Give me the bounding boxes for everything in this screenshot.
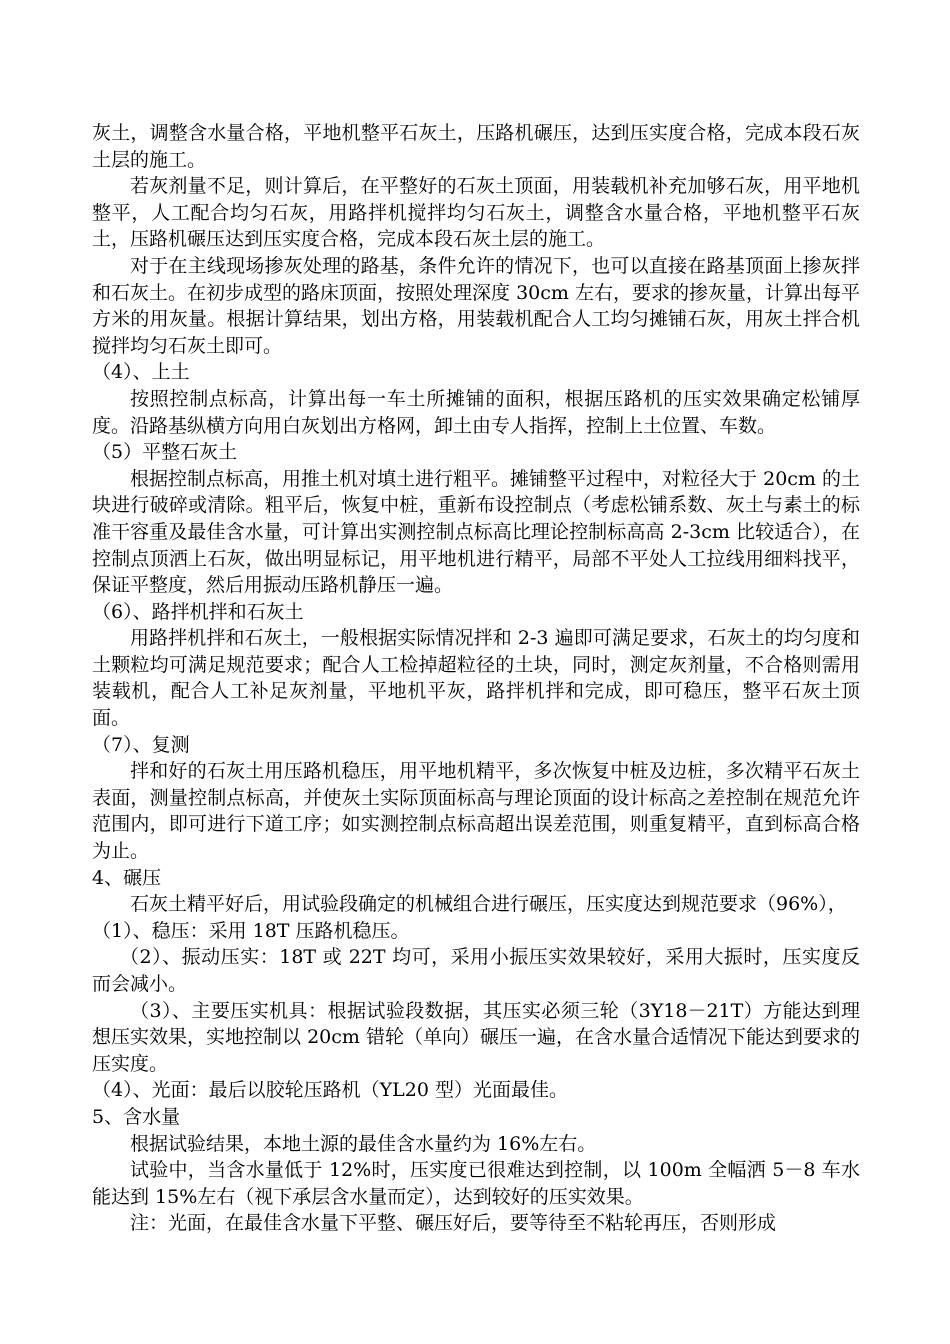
paragraph-leveling: 根据控制点标高，用推土机对填土进行粗平。摊铺整平过程中，对粒径大于 20cm 的土块进行破碎或清除。粗平后，恢复中桩，重新布设控制点（考虑松铺系数、灰土与素土的标准干容重及最佳含水量，可计算出实测控制点标高比理论控制标高高 2-3cm 比较适合），在控制点顶洒上石灰，做出明显标记，用平地机进行精平，局部不平处人工拉线用细料找平，保证平整度，然后用振动压路机静压一遍。	[92, 467, 860, 597]
section-heading-leveling: （5）平整石灰土	[92, 441, 238, 464]
paragraph-note: 注：光面，在最佳含水量下平整、碾压好后，要等待至不粘轮再压，否则形成	[130, 1212, 777, 1235]
paragraph-resurvey: 拌和好的石灰土用压路机稳压，用平地机精平，多次恢复中桩及边桩，多次精平石灰土表面，测量控制点标高，并使灰土实际顶面标高与理论顶面的设计标高之差控制在规范允许范围内，即可进行下道工序；如实测控制点标高超出误差范围，则重复精平，直到标高合格为止。	[92, 760, 860, 863]
section-heading-resurvey: （7）、复测	[92, 733, 190, 756]
section-heading-road-mixing: （6）、路拌机拌和石灰土	[92, 600, 304, 623]
section-heading-soil-loading: （4）、上土	[92, 361, 190, 384]
section-heading-moisture: 5、含水量	[92, 1105, 181, 1128]
list-item-main-equipment: （3）、主要压实机具：根据试验段数据，其压实必须三轮（3Y18－21T）方能达到理想压实效果，实地控制以 20cm 错轮（单向）碾压一遍，在含水量合适情况下能达到要求的压实度。	[92, 999, 860, 1075]
paragraph-compaction: 石灰土精平好后，用试验段确定的机械组合进行碾压，压实度达到规范要求（96%），	[130, 893, 847, 916]
section-heading-compaction: 4、碾压	[92, 866, 162, 889]
list-item-finishing: （4）、光面：最后以胶轮压路机（YL20 型）光面最佳。	[92, 1079, 568, 1102]
paragraph-soil-loading: 按照控制点标高，计算出每一车土所摊铺的面积，根据压路机的压实效果确定松铺厚度。沿路基纵横方向用白灰划出方格网，卸土由专人指挥，控制上土位置、车数。	[92, 387, 860, 437]
paragraph-continuation: 灰土，调整含水量合格，平地机整平石灰土，压路机碾压，达到压实度合格，完成本段石灰土层的施工。	[92, 122, 860, 171]
paragraph-insufficient-lime: 若灰剂量不足，则计算后，在平整好的石灰土顶面，用装载机补充加够石灰，用平地机整平，人工配合均匀石灰，用路拌机搅拌均匀石灰土，调整含水量合格，平地机整平石灰土，压路机碾压达到压实度合格，完成本段石灰土层的施工。	[92, 175, 860, 251]
paragraph-moisture-test: 试验中，当含水量低于 12%时，压实度已很难达到控制，以 100m 全幅洒 5－8 车水能达到 15%左右（视下承层含水量而定），达到较好的压实效果。	[92, 1159, 860, 1208]
list-item-vibration: （2）、振动压实：18T 或 22T 均可，采用小振压实效果较好，采用大振时，压实度反而会减小。	[92, 946, 860, 995]
list-item-stabilizing: （1）、稳压：采用 18T 压路机稳压。	[92, 919, 410, 942]
paragraph-road-mixing: 用路拌机拌和石灰土，一般根据实际情况拌和 2-3 遍即可满足要求，石灰土的均匀度和土颗粒均可满足规范要求；配合人工检掉超粒径的土块，同时，测定灰剂量，不合格则需用装载机，配合人工补足灰剂量，平地机平灰，路拌机拌和完成，即可稳压，整平石灰土顶面。	[92, 627, 860, 730]
document-page	[92, 120, 860, 1237]
paragraph-optimal-moisture: 根据试验结果，本地土源的最佳含水量约为 16%左右。	[130, 1132, 597, 1155]
paragraph-mainline-mixing: 对于在主线现场掺灰处理的路基，条件允许的情况下，也可以直接在路基顶面上掺灰拌和石灰土。在初步成型的路床顶面，按照处理深度 30cm 左右，要求的掺灰量，计算出每平方米的用灰量。根据计算结果，划出方格，用装载机配合人工均匀摊铺石灰，用灰土拌合机搅拌均匀石灰土即可。	[92, 254, 860, 357]
